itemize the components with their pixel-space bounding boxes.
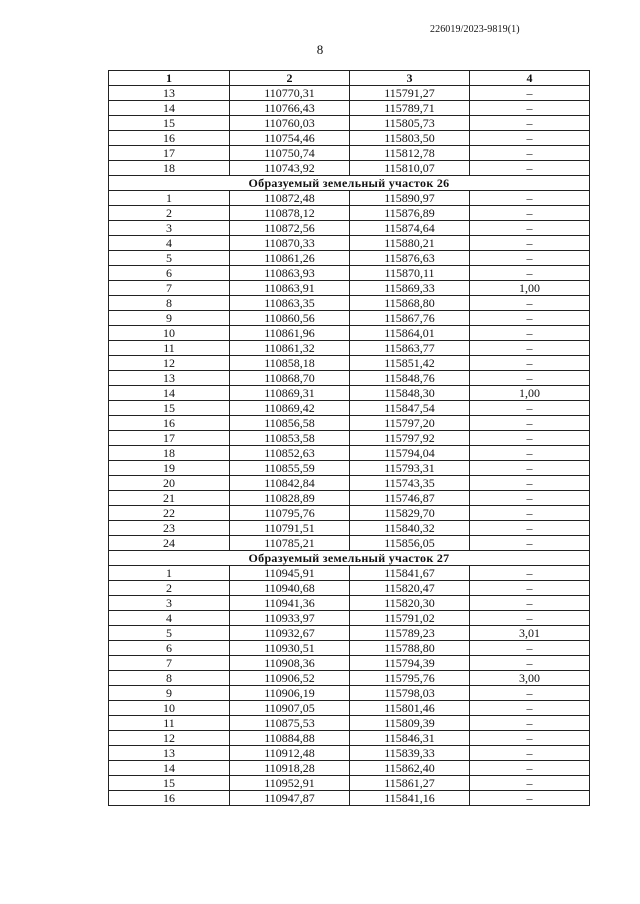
table-row (109, 746, 590, 761)
table-row (109, 641, 590, 656)
cell-x-coordinate: 110791,51 (230, 521, 350, 536)
cell-x-coordinate: 110861,26 (230, 251, 350, 266)
cell-accuracy: – (470, 506, 590, 521)
table-row (109, 116, 590, 131)
cell-accuracy: – (470, 191, 590, 206)
cell-x-coordinate: 110869,42 (230, 401, 350, 416)
table-row (109, 281, 590, 296)
cell-accuracy: 3,00 (470, 671, 590, 686)
cell-accuracy: – (470, 326, 590, 341)
boundary-coordinates-table (108, 70, 590, 806)
cell-x-coordinate: 110750,74 (230, 146, 350, 161)
cell-accuracy: – (470, 221, 590, 236)
cell-point-number: 5 (109, 251, 230, 266)
column-header-x-coordinate: 2 (230, 71, 350, 86)
cell-point-number: 2 (109, 206, 230, 221)
table-row (109, 356, 590, 371)
cell-y-coordinate: 115820,47 (350, 581, 470, 596)
cell-x-coordinate: 110863,91 (230, 281, 350, 296)
cell-accuracy: – (470, 131, 590, 146)
cell-x-coordinate: 110875,53 (230, 716, 350, 731)
table-row (109, 191, 590, 206)
cell-x-coordinate: 110947,87 (230, 791, 350, 806)
column-header-accuracy: 4 (470, 71, 590, 86)
cell-x-coordinate: 110906,19 (230, 686, 350, 701)
cell-y-coordinate: 115867,76 (350, 311, 470, 326)
table-row (109, 491, 590, 506)
table-row (109, 101, 590, 116)
cell-x-coordinate: 110932,67 (230, 626, 350, 641)
table-row (109, 251, 590, 266)
table-row (109, 296, 590, 311)
cell-x-coordinate: 110828,89 (230, 491, 350, 506)
cell-accuracy: – (470, 791, 590, 806)
table-row (109, 731, 590, 746)
cell-accuracy: – (470, 461, 590, 476)
cell-accuracy: – (470, 521, 590, 536)
cell-point-number: 11 (109, 716, 230, 731)
cell-y-coordinate: 115876,63 (350, 251, 470, 266)
cell-accuracy: – (470, 101, 590, 116)
cell-y-coordinate: 115798,03 (350, 686, 470, 701)
cell-x-coordinate: 110868,70 (230, 371, 350, 386)
cell-point-number: 13 (109, 746, 230, 761)
cell-y-coordinate: 115803,50 (350, 131, 470, 146)
cell-point-number: 23 (109, 521, 230, 536)
cell-x-coordinate: 110856,58 (230, 416, 350, 431)
table-row (109, 506, 590, 521)
cell-y-coordinate: 115863,77 (350, 341, 470, 356)
table-row (109, 326, 590, 341)
cell-x-coordinate: 110863,35 (230, 296, 350, 311)
cell-x-coordinate: 110869,31 (230, 386, 350, 401)
cell-x-coordinate: 110878,12 (230, 206, 350, 221)
cell-point-number: 2 (109, 581, 230, 596)
cell-y-coordinate: 115851,42 (350, 356, 470, 371)
table-row (109, 581, 590, 596)
cell-y-coordinate: 115870,11 (350, 266, 470, 281)
cell-y-coordinate: 115812,78 (350, 146, 470, 161)
table-row (109, 476, 590, 491)
table-row (109, 161, 590, 176)
cell-y-coordinate: 115869,33 (350, 281, 470, 296)
cell-y-coordinate: 115794,39 (350, 656, 470, 671)
cell-y-coordinate: 115805,73 (350, 116, 470, 131)
cell-accuracy: – (470, 341, 590, 356)
cell-accuracy: – (470, 431, 590, 446)
cell-accuracy: – (470, 296, 590, 311)
cell-y-coordinate: 115846,31 (350, 731, 470, 746)
cell-accuracy: – (470, 86, 590, 101)
cell-y-coordinate: 115746,87 (350, 491, 470, 506)
cell-x-coordinate: 110918,28 (230, 761, 350, 776)
cell-accuracy: – (470, 161, 590, 176)
cell-accuracy: – (470, 236, 590, 251)
cell-point-number: 17 (109, 146, 230, 161)
table-row (109, 761, 590, 776)
cell-point-number: 14 (109, 101, 230, 116)
cell-point-number: 8 (109, 671, 230, 686)
cell-accuracy: – (470, 311, 590, 326)
cell-point-number: 24 (109, 536, 230, 551)
cell-point-number: 16 (109, 131, 230, 146)
table-row (109, 446, 590, 461)
cell-x-coordinate: 110907,05 (230, 701, 350, 716)
table-row (109, 311, 590, 326)
cell-y-coordinate: 115864,01 (350, 326, 470, 341)
cell-x-coordinate: 110941,36 (230, 596, 350, 611)
cell-x-coordinate: 110853,58 (230, 431, 350, 446)
section-title-row (109, 176, 590, 191)
cell-x-coordinate: 110855,59 (230, 461, 350, 476)
cell-point-number: 14 (109, 386, 230, 401)
cell-accuracy: – (470, 266, 590, 281)
cell-y-coordinate: 115789,23 (350, 626, 470, 641)
section-title-row (109, 551, 590, 566)
table-row (109, 626, 590, 641)
cell-y-coordinate: 115862,40 (350, 761, 470, 776)
cell-point-number: 8 (109, 296, 230, 311)
cell-point-number: 1 (109, 191, 230, 206)
cell-point-number: 17 (109, 431, 230, 446)
cell-y-coordinate: 115743,35 (350, 476, 470, 491)
document-registration-number: 226019/2023-9819(1) (430, 24, 520, 35)
table-row (109, 611, 590, 626)
cell-y-coordinate: 115839,33 (350, 746, 470, 761)
cell-x-coordinate: 110912,48 (230, 746, 350, 761)
cell-accuracy: – (470, 251, 590, 266)
cell-accuracy: – (470, 491, 590, 506)
cell-point-number: 3 (109, 596, 230, 611)
cell-x-coordinate: 110930,51 (230, 641, 350, 656)
cell-accuracy: – (470, 566, 590, 581)
cell-accuracy: – (470, 476, 590, 491)
cell-point-number: 18 (109, 446, 230, 461)
cell-y-coordinate: 115848,30 (350, 386, 470, 401)
cell-x-coordinate: 110863,93 (230, 266, 350, 281)
table-row (109, 206, 590, 221)
cell-accuracy: – (470, 416, 590, 431)
cell-x-coordinate: 110842,84 (230, 476, 350, 491)
cell-x-coordinate: 110940,68 (230, 581, 350, 596)
cell-y-coordinate: 115795,76 (350, 671, 470, 686)
table-row (109, 371, 590, 386)
table-row (109, 131, 590, 146)
cell-accuracy: – (470, 686, 590, 701)
cell-point-number: 1 (109, 566, 230, 581)
table-row (109, 596, 590, 611)
cell-x-coordinate: 110884,88 (230, 731, 350, 746)
table-row (109, 776, 590, 791)
table-row (109, 536, 590, 551)
cell-x-coordinate: 110861,96 (230, 326, 350, 341)
cell-x-coordinate: 110760,03 (230, 116, 350, 131)
cell-point-number: 7 (109, 656, 230, 671)
table-row (109, 461, 590, 476)
cell-accuracy: – (470, 206, 590, 221)
cell-accuracy: – (470, 656, 590, 671)
cell-accuracy: – (470, 446, 590, 461)
cell-point-number: 15 (109, 116, 230, 131)
table-row (109, 656, 590, 671)
cell-y-coordinate: 115809,39 (350, 716, 470, 731)
cell-accuracy: – (470, 701, 590, 716)
cell-accuracy: 3,01 (470, 626, 590, 641)
table-row (109, 266, 590, 281)
cell-y-coordinate: 115801,46 (350, 701, 470, 716)
cell-point-number: 10 (109, 701, 230, 716)
cell-x-coordinate: 110872,56 (230, 221, 350, 236)
cell-accuracy: – (470, 401, 590, 416)
cell-point-number: 4 (109, 611, 230, 626)
column-header-y-coordinate: 3 (350, 71, 470, 86)
cell-y-coordinate: 115840,32 (350, 521, 470, 536)
cell-x-coordinate: 110785,21 (230, 536, 350, 551)
cell-y-coordinate: 115848,76 (350, 371, 470, 386)
cell-accuracy: – (470, 356, 590, 371)
cell-point-number: 6 (109, 641, 230, 656)
table-row (109, 686, 590, 701)
table-row (109, 671, 590, 686)
cell-y-coordinate: 115791,27 (350, 86, 470, 101)
table-row (109, 521, 590, 536)
table-row (109, 566, 590, 581)
cell-x-coordinate: 110770,31 (230, 86, 350, 101)
cell-y-coordinate: 115861,27 (350, 776, 470, 791)
cell-point-number: 18 (109, 161, 230, 176)
column-header-point-number: 1 (109, 71, 230, 86)
table-row (109, 86, 590, 101)
cell-y-coordinate: 115793,31 (350, 461, 470, 476)
table-row (109, 431, 590, 446)
cell-y-coordinate: 115797,20 (350, 416, 470, 431)
cell-x-coordinate: 110908,36 (230, 656, 350, 671)
cell-y-coordinate: 115820,30 (350, 596, 470, 611)
cell-point-number: 21 (109, 491, 230, 506)
cell-point-number: 13 (109, 86, 230, 101)
cell-accuracy: – (470, 536, 590, 551)
cell-point-number: 14 (109, 761, 230, 776)
table-row (109, 701, 590, 716)
cell-accuracy: – (470, 761, 590, 776)
table-row (109, 386, 590, 401)
cell-x-coordinate: 110870,33 (230, 236, 350, 251)
cell-y-coordinate: 115841,67 (350, 566, 470, 581)
cell-y-coordinate: 115868,80 (350, 296, 470, 311)
page-number: 8 (316, 42, 324, 57)
cell-point-number: 3 (109, 221, 230, 236)
cell-point-number: 9 (109, 686, 230, 701)
cell-accuracy: – (470, 581, 590, 596)
cell-point-number: 22 (109, 506, 230, 521)
cell-accuracy: – (470, 611, 590, 626)
cell-accuracy: – (470, 371, 590, 386)
cell-y-coordinate: 115788,80 (350, 641, 470, 656)
cell-point-number: 20 (109, 476, 230, 491)
cell-accuracy: – (470, 746, 590, 761)
cell-point-number: 15 (109, 401, 230, 416)
cell-x-coordinate: 110933,97 (230, 611, 350, 626)
cell-y-coordinate: 115810,07 (350, 161, 470, 176)
table-row (109, 236, 590, 251)
cell-accuracy: – (470, 641, 590, 656)
cell-y-coordinate: 115856,05 (350, 536, 470, 551)
cell-y-coordinate: 115880,21 (350, 236, 470, 251)
table-row (109, 146, 590, 161)
table-row (109, 791, 590, 806)
cell-point-number: 11 (109, 341, 230, 356)
section-title: Образуемый земельный участок 27 (109, 551, 590, 566)
cell-point-number: 9 (109, 311, 230, 326)
cell-accuracy: – (470, 116, 590, 131)
cell-x-coordinate: 110945,91 (230, 566, 350, 581)
cell-x-coordinate: 110861,32 (230, 341, 350, 356)
cell-accuracy: 1,00 (470, 386, 590, 401)
cell-point-number: 12 (109, 731, 230, 746)
cell-y-coordinate: 115874,64 (350, 221, 470, 236)
cell-y-coordinate: 115829,70 (350, 506, 470, 521)
cell-y-coordinate: 115789,71 (350, 101, 470, 116)
cell-accuracy: 1,00 (470, 281, 590, 296)
cell-x-coordinate: 110952,91 (230, 776, 350, 791)
table-row (109, 221, 590, 236)
cell-accuracy: – (470, 731, 590, 746)
cell-point-number: 7 (109, 281, 230, 296)
cell-accuracy: – (470, 596, 590, 611)
cell-y-coordinate: 115890,97 (350, 191, 470, 206)
cell-point-number: 12 (109, 356, 230, 371)
cell-x-coordinate: 110872,48 (230, 191, 350, 206)
table-row (109, 716, 590, 731)
section-title: Образуемый земельный участок 26 (109, 176, 590, 191)
cell-point-number: 5 (109, 626, 230, 641)
cell-point-number: 19 (109, 461, 230, 476)
cell-point-number: 15 (109, 776, 230, 791)
cell-x-coordinate: 110754,46 (230, 131, 350, 146)
cell-point-number: 4 (109, 236, 230, 251)
table-header-row (109, 71, 590, 86)
cell-point-number: 16 (109, 416, 230, 431)
cell-point-number: 6 (109, 266, 230, 281)
cell-y-coordinate: 115847,54 (350, 401, 470, 416)
cell-accuracy: – (470, 146, 590, 161)
cell-y-coordinate: 115797,92 (350, 431, 470, 446)
cell-y-coordinate: 115841,16 (350, 791, 470, 806)
table-row (109, 416, 590, 431)
cell-accuracy: – (470, 716, 590, 731)
table-row (109, 341, 590, 356)
cell-x-coordinate: 110795,76 (230, 506, 350, 521)
cell-x-coordinate: 110858,18 (230, 356, 350, 371)
cell-x-coordinate: 110906,52 (230, 671, 350, 686)
cell-point-number: 10 (109, 326, 230, 341)
cell-x-coordinate: 110743,92 (230, 161, 350, 176)
cell-accuracy: – (470, 776, 590, 791)
cell-x-coordinate: 110860,56 (230, 311, 350, 326)
cell-y-coordinate: 115876,89 (350, 206, 470, 221)
cell-x-coordinate: 110766,43 (230, 101, 350, 116)
table-row (109, 401, 590, 416)
cell-y-coordinate: 115794,04 (350, 446, 470, 461)
cell-point-number: 16 (109, 791, 230, 806)
cell-x-coordinate: 110852,63 (230, 446, 350, 461)
table-body (109, 86, 590, 806)
cell-y-coordinate: 115791,02 (350, 611, 470, 626)
cell-point-number: 13 (109, 371, 230, 386)
